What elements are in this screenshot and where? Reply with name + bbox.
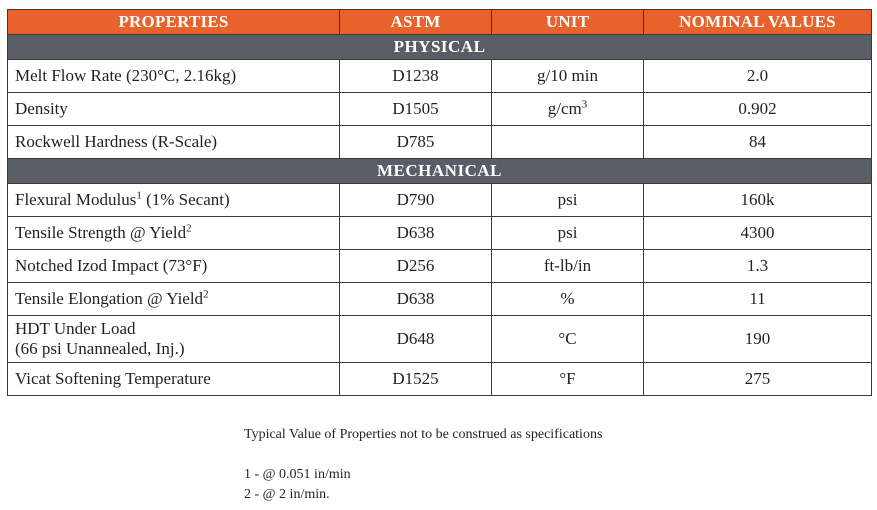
nominal-value: 84 bbox=[644, 126, 872, 159]
nominal-value: 11 bbox=[644, 283, 872, 316]
table-row bbox=[8, 93, 872, 126]
section-title-physical: PHYSICAL bbox=[8, 35, 872, 60]
astm-code: D1505 bbox=[340, 93, 492, 126]
nominal-value: 2.0 bbox=[644, 60, 872, 93]
astm-code: D648 bbox=[340, 316, 492, 363]
table-row bbox=[8, 316, 872, 363]
footnote-2: 2 - @ 2 in/min. bbox=[244, 487, 330, 502]
astm-code: D790 bbox=[340, 184, 492, 217]
nominal-value: 190 bbox=[644, 316, 872, 363]
notes bbox=[244, 425, 602, 505]
footnote-marker: 2 bbox=[203, 288, 209, 301]
table-header-row bbox=[8, 10, 872, 35]
footnote-1: 1 - @ 0.051 in/min bbox=[244, 467, 351, 482]
unit-text: g/cm bbox=[547, 99, 582, 118]
unit-cell bbox=[492, 126, 644, 159]
header-properties: PROPERTIES bbox=[8, 10, 340, 35]
table-row bbox=[8, 126, 872, 159]
unit-cell: °F bbox=[492, 363, 644, 396]
property-name: Tensile Elongation @ Yield bbox=[15, 289, 204, 308]
footnote-marker: 2 bbox=[186, 222, 192, 235]
footnote-marker: 1 bbox=[136, 189, 142, 202]
property-name-suffix: (1% Secant) bbox=[141, 190, 230, 209]
table-row bbox=[8, 60, 872, 93]
table-row bbox=[8, 184, 872, 217]
unit-cell: g/10 min bbox=[492, 60, 644, 93]
property-name: Flexural Modulus bbox=[15, 190, 137, 209]
nominal-value: 4300 bbox=[644, 217, 872, 250]
table-row bbox=[8, 283, 872, 316]
header-nominal-values: NOMINAL VALUES bbox=[644, 10, 872, 35]
property-name-cell bbox=[8, 184, 340, 217]
table-row bbox=[8, 217, 872, 250]
header-astm: ASTM bbox=[340, 10, 492, 35]
astm-code: D1238 bbox=[340, 60, 492, 93]
property-name-cell bbox=[8, 283, 340, 316]
unit-cell: ft-lb/in bbox=[492, 250, 644, 283]
unit-cell bbox=[492, 93, 644, 126]
property-name-detail: (66 psi Unannealed, Inj.) bbox=[15, 339, 185, 358]
unit-cell: psi bbox=[492, 184, 644, 217]
unit-cell: % bbox=[492, 283, 644, 316]
property-name: Notched Izod Impact (73°F) bbox=[8, 250, 340, 283]
unit-cell: °C bbox=[492, 316, 644, 363]
section-title-mechanical: MECHANICAL bbox=[8, 159, 872, 184]
astm-code: D1525 bbox=[340, 363, 492, 396]
property-name: Melt Flow Rate (230°C, 2.16kg) bbox=[8, 60, 340, 93]
property-name: Rockwell Hardness (R-Scale) bbox=[8, 126, 340, 159]
section-header-physical bbox=[8, 35, 872, 60]
table-row bbox=[8, 363, 872, 396]
nominal-value: 1.3 bbox=[644, 250, 872, 283]
table-row bbox=[8, 250, 872, 283]
section-header-mechanical bbox=[8, 159, 872, 184]
property-name: Density bbox=[8, 93, 340, 126]
property-name-cell bbox=[8, 217, 340, 250]
disclaimer-text: Typical Value of Properties not to be construed as specifications bbox=[244, 427, 603, 442]
astm-code: D256 bbox=[340, 250, 492, 283]
property-name-cell bbox=[8, 316, 340, 363]
unit-superscript: 3 bbox=[581, 98, 588, 111]
astm-code: D638 bbox=[340, 283, 492, 316]
header-unit: UNIT bbox=[492, 10, 644, 35]
astm-code: D785 bbox=[340, 126, 492, 159]
nominal-value: 275 bbox=[644, 363, 872, 396]
property-name: Vicat Softening Temperature bbox=[8, 363, 340, 396]
properties-table bbox=[7, 9, 872, 396]
nominal-value: 160k bbox=[644, 184, 872, 217]
property-name: Tensile Strength @ Yield bbox=[15, 223, 187, 242]
nominal-value: 0.902 bbox=[644, 93, 872, 126]
property-name: HDT Under Load bbox=[15, 319, 136, 338]
unit-cell: psi bbox=[492, 217, 644, 250]
astm-code: D638 bbox=[340, 217, 492, 250]
